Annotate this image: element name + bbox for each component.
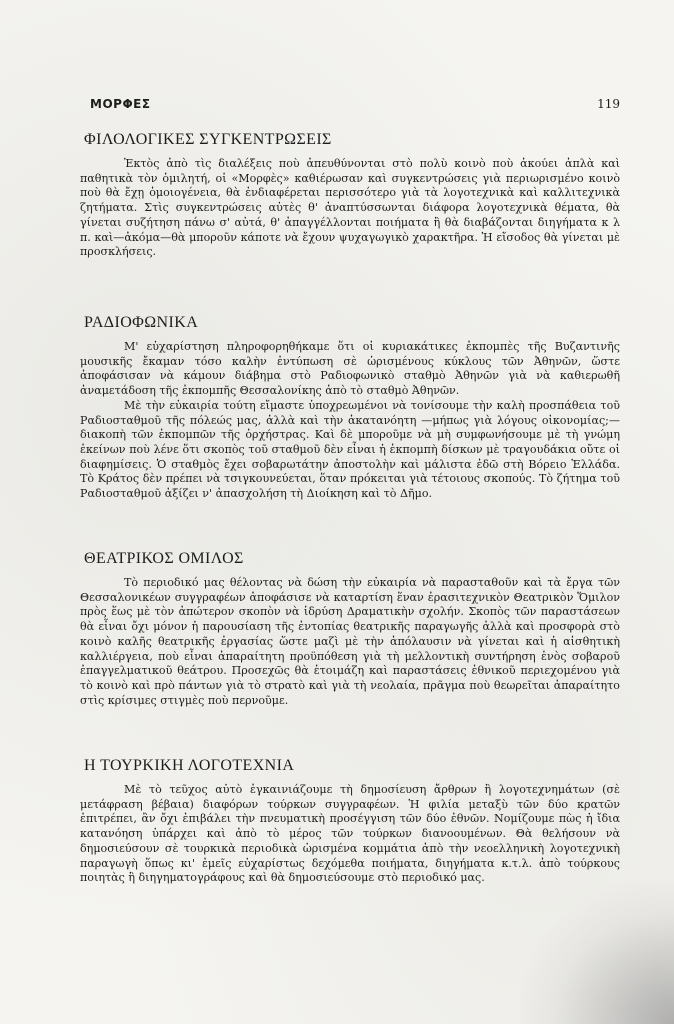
section-title: ΡΑΔΙΟΦΩΝΙΚΑ xyxy=(84,314,199,331)
section-philological-gatherings xyxy=(80,131,620,260)
running-head: ΜΟΡΦΕΣ xyxy=(90,97,151,111)
section-paragraph: Μ' εὐχαρίστηση πληροφορηθήκαμε ὅτι οἱ κυριακάτικες ἐκπομπὲς τῆς Βυζαντινῆς μουσικῆς ἔκαμαν τόσο καλὴν ἐντύπωση σὲ ὡρισμένους κύκλους τῶν Ἀθηνῶν, ὥστε ἀποφάσισαν νὰ κάμουν διάβημα στὸ Ραδιοφωνικὸ σταθμὸ Ἀθηνῶν γιὰ νὰ καθιερωθῆ ἀναμετάδοση τῆς ἐκπομπῆς Θεσσαλονίκης ἀπὸ τὸ σταθμὸ Ἀθηνῶν. xyxy=(80,340,620,398)
scan-shadow xyxy=(520,880,674,1024)
section-paragraph: Μὲ τὸ τεῦχος αὐτὸ ἐγκαινιάζουμε τὴ δημοσίευση ἄρθρων ἢ λογοτεχνημάτων (σὲ μετάφραση βέβαια) διαφόρων τούρκων συγγραφέων. Ἡ φιλία μεταξὺ τῶν δύο κρατῶν ἐπιτρέπει, ἂν ὄχι ἐπιβάλει τὴν πνευματικὴ προσέγγιση τῶν δύο ἐθνῶν. Νομίζουμε πὼς ἡ ἴδια κατανόηση ὑπάρχει καὶ ἀπὸ τὸ μέρος τῶν τούρκων διανοουμένων. Θὰ θελήσουν νὰ δημοσιεύσουν σὲ τουρκικὰ περιοδικὰ ὡρισμένα κομμάτια ἀπὸ τὴν νεοελληνικὴ λογοτεχνικὴ παραγωγὴ ὅπως κι' ἐμεῖς εὐχαρίστως δεχόμεθα ποιήματα, διηγήματα κ.τ.λ. ἀπὸ τούρκους ποιητὰς ἢ διηγηματογράφους καὶ θὰ δημοσιεύσουμε στὸ περιοδικό μας. xyxy=(80,783,620,885)
section-paragraph: Τὸ περιοδικό μας θέλοντας νὰ δώση τὴν εὐκαιρία νὰ παρασταθοῦν καὶ τὰ ἔργα τῶν Θεσσαλονικέων συγγραφέων ἀποφάσισε νὰ καταρτίση ἕναν ἐρασιτεχνικὸν Θεατρικὸν Ὅμιλον πρὸς ἕως μὲ τὸν ἀπώτερον σκοπὸν νὰ ἱδρύση Δραματικὴν σχολήν. Σκοπὸς τῶν παραστάσεων θὰ εἶναι ὄχι μόνον ἡ παρουσίαση τῆς ἐντοπίας θεατρικῆς παραγωγῆς ἀλλὰ καὶ προσφορὰ στὸ κοινὸ καλῆς θεατρικῆς ἐργασίας ὥστε μαζὶ μὲ τὴν ἀπόλαυσιν νὰ γίνεται καὶ ἡ αἰσθητικὴ καλλιέργεια, ποὺ εἶναι ἀπαραίτητη προϋπόθεση γιὰ τὴ μελλοντικὴ συντήρηση ἑνὸς σοβαροῦ ἐπαγγελματικοῦ θεάτρου. Προσεχῶς θὰ ἑτοιμάζη καὶ παραστάσεις ἐθνικοῦ περιεχομένου γιὰ τὸ κοινὸ καὶ πρὸ πάντων γιὰ τὸ στρατὸ καὶ γιὰ τὴ νεολαία, πρᾶγμα ποὺ θεωρεῖται ἀπαραίτητο στὶς κρίσιμες στιγμὲς ποὺ περνοῦμε. xyxy=(80,576,620,707)
section-title: ΘΕΑΤΡΙΚΟΣ ΟΜΙΛΟΣ xyxy=(84,550,244,567)
section-paragraph: Ἐκτὸς ἀπὸ τὶς διαλέξεις ποὺ ἀπευθύνονται στὸ πολὺ κοινὸ ποὺ ἀκούει ἁπλὰ καὶ παθητικὰ τὸν ὁμιλητή, οἱ «Μορφὲς» καθιέρωσαν καὶ συγκεντρώσεις γιὰ περιωρισμένο κοινὸ ποὺ θὰ ἔχῃ ὁμοιογένεια, θὰ ἐνδιαφέρεται περισσότερο γιὰ τὰ λογοτεχνικὰ καὶ καλλιτεχνικὰ ζητήματα. Στὶς συγκεντρώσεις αὐτὲς θ' ἀναπτύσσωνται διάφορα λογοτεχνικὰ θέματα, θὰ γίνεται συζήτηση πάνω σ' αὐτά, θ' ἀπαγγέλλονται ποιήματα ἢ θὰ διαβάζονται διηγήματα κ λ π. καὶ—ἀκόμα—θὰ μποροῦν κάποτε νὰ ἔχουν ψυχαγωγικὸ χαρακτῆρα. Ἡ εἴσοδος θὰ γίνεται μὲ προσκλήσεις. xyxy=(80,157,620,259)
section-paragraph: Μὲ τὴν εὐκαιρία τούτη εἴμαστε ὑποχρεωμένοι νὰ τονίσουμε τὴν καλὴ προσπάθεια τοῦ Ραδιοσταθμοῦ τῆς πόλεώς μας, ἀλλὰ καὶ τὴν ἀκατανόητη —μήπως γιὰ λόγους οἰκονομίας;—διακοπὴ τῶν ἐκπομπῶν τῆς ὀρχήστρας. Καὶ δὲ μποροῦμε νὰ μὴ συμφωνήσουμε μὲ τὴ γνώμη ἐκείνων ποὺ λένε ὅτι σκοπὸς τοῦ σταθμοῦ δὲν εἶναι ἡ ἐκπομπὴ δίσκων μὲ τραγουδάκια οὔτε οἱ διαφημίσεις. Ὁ σταθμὸς ἔχει σοβαρωτάτην ἀποστολὴν καὶ μάλιστα ἐδῶ στὴ Βόρειο Ἑλλάδα. Τὸ Κράτος δὲν πρέπει νὰ τσιγκουνεύεται, ὅταν πρόκειται γιὰ τέτοιους σκοπούς. Τὸ ζήτημα τοῦ Ραδιοσταθμοῦ ἀξίζει ν' ἀπασχολήση τὴ Διοίκηση καὶ τὸ Δῆμο. xyxy=(80,398,620,501)
section-theatre-group xyxy=(80,550,620,708)
page-header xyxy=(90,97,620,115)
section-turkish-literature xyxy=(80,757,620,886)
section-title: ΦΙΛΟΛΟΓΙΚΕΣ ΣΥΓΚΕΝΤΡΩΣΕΙΣ xyxy=(84,131,332,148)
page-number: 119 xyxy=(597,97,620,111)
section-title: Η ΤΟΥΡΚΙΚΗ ΛΟΓΟΤΕΧΝΙΑ xyxy=(84,757,295,774)
section-radio xyxy=(80,314,620,502)
